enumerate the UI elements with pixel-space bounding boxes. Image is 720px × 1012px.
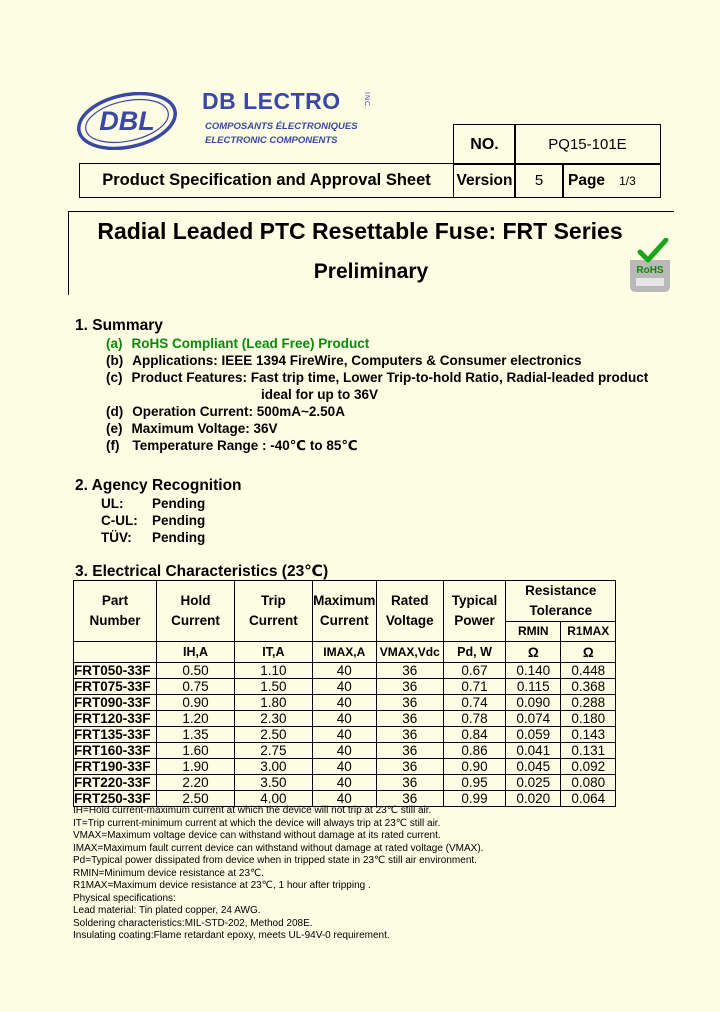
header-maximum-current: Maximum Current: [312, 581, 376, 642]
cell-r1max: 0.080: [561, 775, 616, 791]
page-box: [562, 163, 661, 198]
sheet-title: Product Specification and Approval Sheet: [79, 163, 454, 198]
cell-r1max: 0.180: [561, 711, 616, 727]
cell-trip: 4.00: [235, 791, 313, 807]
summary-mark: (b): [106, 353, 124, 368]
cell-pd: 0.74: [443, 695, 506, 711]
cell-trip: 3.00: [235, 759, 313, 775]
units-rmin: Ω: [506, 642, 561, 663]
no-label: NO.: [453, 124, 516, 165]
brand-inc: INC.: [363, 92, 370, 110]
cell-imax: 40: [312, 743, 376, 759]
cell-pd: 0.86: [443, 743, 506, 759]
cell-rmin: 0.020: [506, 791, 561, 807]
cell-trip: 1.80: [235, 695, 313, 711]
cell-hold: 1.90: [157, 759, 235, 775]
version-label: Version: [453, 163, 516, 198]
summary-item-b: [106, 353, 582, 368]
summary-text: Product Features: Fast trip time, Lower Trip-to-hold Ratio, Radial-leaded product: [131, 370, 649, 385]
cell-r1max: 0.448: [561, 663, 616, 679]
cell-hold: 1.20: [157, 711, 235, 727]
cell-rmin: 0.041: [506, 743, 561, 759]
cell-hold: 2.20: [157, 775, 235, 791]
cell-pd: 0.90: [443, 759, 506, 775]
agency-label-cul: C-UL:: [101, 513, 138, 528]
agency-value-cul: Pending: [152, 513, 206, 528]
cell-part: FRT120-33F: [74, 711, 157, 727]
cell-vmax: 36: [376, 695, 443, 711]
cell-pd: 0.67: [443, 663, 506, 679]
document-number: PQ15-101E: [514, 124, 661, 165]
note-r1max: R1MAX=Maximum device resistance at 23℃, 1 hour after tripping .: [73, 880, 371, 891]
note-soldering: Soldering characteristics:MIL-STD-202, Method 208E.: [73, 917, 313, 929]
agency-label-tuv: TÜV:: [101, 530, 132, 545]
cell-trip: 1.50: [235, 679, 313, 695]
cell-r1max: 0.288: [561, 695, 616, 711]
cell-rmin: 0.045: [506, 759, 561, 775]
note-insulating: Insulating coating:Flame retardant epoxy, meets UL-94V-0 requirement.: [73, 930, 390, 941]
cell-pd: 0.95: [443, 775, 506, 791]
cell-part: FRT050-33F: [74, 663, 157, 679]
note-ih: IH=Hold current-maximum current at which the device will not trip at 23℃ still air.: [73, 805, 432, 816]
cell-vmax: 36: [376, 727, 443, 743]
summary-item-c-cont: ideal for up to 36V: [261, 387, 379, 402]
summary-text: Applications: IEEE 1394 FireWire, Computers & Consumer electronics: [132, 353, 582, 368]
cell-vmax: 36: [376, 791, 443, 807]
cell-vmax: 36: [376, 679, 443, 695]
cell-imax: 40: [312, 775, 376, 791]
table-header-row: [74, 581, 616, 622]
cell-pd: 0.78: [443, 711, 506, 727]
table-row: [74, 759, 616, 775]
agency-label-ul: UL:: [101, 496, 124, 511]
electrical-heading: 3. Electrical Characteristics (23℃): [75, 563, 329, 580]
header-resistance-tolerance: Resistance Tolerance: [506, 581, 616, 622]
cell-imax: 40: [312, 695, 376, 711]
header-hold-current: Hold Current: [157, 581, 235, 642]
note-pd: Pd=Typical power dissipated from device when in tripped state in 23℃ still air environment.: [73, 855, 477, 866]
cell-part: FRT075-33F: [74, 679, 157, 695]
cell-rmin: 0.140: [506, 663, 561, 679]
cell-rmin: 0.090: [506, 695, 561, 711]
page-label: Page: [568, 171, 606, 189]
summary-item-c: [106, 370, 648, 385]
cell-hold: 0.75: [157, 679, 235, 695]
agency-value-ul: Pending: [152, 496, 206, 511]
summary-text: Maximum Voltage: 36V: [131, 421, 278, 436]
cell-imax: 40: [312, 759, 376, 775]
summary-item-d: [106, 404, 345, 419]
cell-hold: 1.60: [157, 743, 235, 759]
cell-rmin: 0.115: [506, 679, 561, 695]
summary-mark: (f): [106, 438, 120, 453]
cell-rmin: 0.025: [506, 775, 561, 791]
cell-trip: 2.30: [235, 711, 313, 727]
title-rule-top: [68, 211, 674, 212]
note-lead-material: Lead material: Tin plated copper, 24 AWG.: [73, 905, 261, 916]
header-rmin: RMIN: [506, 622, 561, 642]
table-row: [74, 695, 616, 711]
cell-part: FRT220-33F: [74, 775, 157, 791]
cell-imax: 40: [312, 791, 376, 807]
rohs-badge-icon: [628, 238, 672, 296]
cell-part: FRT135-33F: [74, 727, 157, 743]
cell-trip: 1.10: [235, 663, 313, 679]
header-part-number: Part Number: [74, 581, 157, 642]
summary-mark: (a): [106, 336, 123, 351]
header-rated-voltage: Rated Voltage: [376, 581, 443, 642]
document-subtitle: Preliminary: [313, 260, 429, 283]
brand-subtitle-fr: COMPOSANTS ÉLECTRONIQUES: [205, 121, 358, 132]
cell-hold: 0.90: [157, 695, 235, 711]
cell-r1max: 0.143: [561, 727, 616, 743]
cell-trip: 3.50: [235, 775, 313, 791]
summary-item-f: [106, 438, 358, 454]
cell-hold: 2.50: [157, 791, 235, 807]
cell-part: FRT190-33F: [74, 759, 157, 775]
summary-item-e: [106, 421, 278, 436]
note-rmin: RMIN=Minimum device resistance at 23℃.: [73, 867, 265, 879]
svg-text:DBL: DBL: [99, 106, 155, 136]
units-max-current: IMAX,A: [312, 642, 376, 663]
cell-pd: 0.71: [443, 679, 506, 695]
svg-text:RoHS: RoHS: [636, 265, 664, 276]
units-trip: IT,A: [235, 642, 313, 663]
cell-hold: 1.35: [157, 727, 235, 743]
units-part-blank: [74, 642, 157, 663]
units-hold: IH,A: [157, 642, 235, 663]
cell-r1max: 0.368: [561, 679, 616, 695]
cell-vmax: 36: [376, 775, 443, 791]
note-it: IT=Trip current-minimum current at which the device will always trip at 23℃ still air.: [73, 817, 441, 829]
summary-text: RoHS Compliant (Lead Free) Product: [131, 336, 370, 351]
summary-text: Operation Current: 500mA~2.50A: [132, 404, 345, 419]
cell-imax: 40: [312, 679, 376, 695]
header-typical-power: Typical Power: [443, 581, 506, 642]
cell-part: FRT250-33F: [74, 791, 157, 807]
cell-imax: 40: [312, 727, 376, 743]
header-r1max: R1MAX: [561, 622, 616, 642]
agency-heading: 2. Agency Recognition: [75, 477, 242, 494]
table-row: [74, 679, 616, 695]
cell-part: FRT160-33F: [74, 743, 157, 759]
agency-value-tuv: Pending: [152, 530, 206, 545]
cell-rmin: 0.074: [506, 711, 561, 727]
electrical-table: [73, 580, 616, 807]
summary-item-a: [106, 336, 369, 351]
document-title: Radial Leaded PTC Resettable Fuse: FRT Series: [97, 218, 623, 244]
units-typical: Pd, W: [443, 642, 506, 663]
table-row: [74, 663, 616, 679]
cell-pd: 0.99: [443, 791, 506, 807]
brand-name: DB LECTRO: [202, 88, 341, 114]
cell-pd: 0.84: [443, 727, 506, 743]
units-r1max: Ω: [561, 642, 616, 663]
page-value: 1/3: [619, 173, 636, 188]
units-rated: VMAX,Vdc: [376, 642, 443, 663]
table-row: [74, 775, 616, 791]
cell-trip: 2.50: [235, 727, 313, 743]
cell-r1max: 0.131: [561, 743, 616, 759]
brand-subtitle-en: ELECTRONIC COMPONENTS: [205, 135, 338, 146]
cell-r1max: 0.092: [561, 759, 616, 775]
cell-vmax: 36: [376, 759, 443, 775]
summary-text: Temperature Range : -40℃ to 85℃: [132, 438, 358, 453]
table-units-row: [74, 642, 616, 663]
version-value: 5: [514, 163, 564, 198]
cell-imax: 40: [312, 711, 376, 727]
cell-vmax: 36: [376, 711, 443, 727]
cell-part: FRT090-33F: [74, 695, 157, 711]
header-trip-current: Trip Current: [235, 581, 313, 642]
cell-rmin: 0.059: [506, 727, 561, 743]
cell-vmax: 36: [376, 743, 443, 759]
note-physical-heading: Physical specifications:: [73, 892, 176, 904]
note-vmax: VMAX=Maximum voltage device can withstand without damage at its rated current.: [73, 830, 441, 841]
cell-imax: 40: [312, 663, 376, 679]
summary-mark: (d): [106, 404, 124, 419]
summary-mark: (e): [106, 421, 123, 436]
table-row: [74, 711, 616, 727]
table-row: [74, 727, 616, 743]
cell-vmax: 36: [376, 663, 443, 679]
cell-hold: 0.50: [157, 663, 235, 679]
table-body: [74, 663, 616, 807]
dbl-logo: [76, 92, 178, 150]
summary-mark: (c): [106, 370, 123, 385]
note-imax: IMAX=Maximum fault current device can withstand without damage at rated voltage (VMAX).: [73, 842, 484, 854]
cell-trip: 2.75: [235, 743, 313, 759]
cell-r1max: 0.064: [561, 791, 616, 807]
summary-heading: 1. Summary: [75, 317, 163, 334]
notes-block: [73, 805, 483, 943]
table-row: [74, 743, 616, 759]
